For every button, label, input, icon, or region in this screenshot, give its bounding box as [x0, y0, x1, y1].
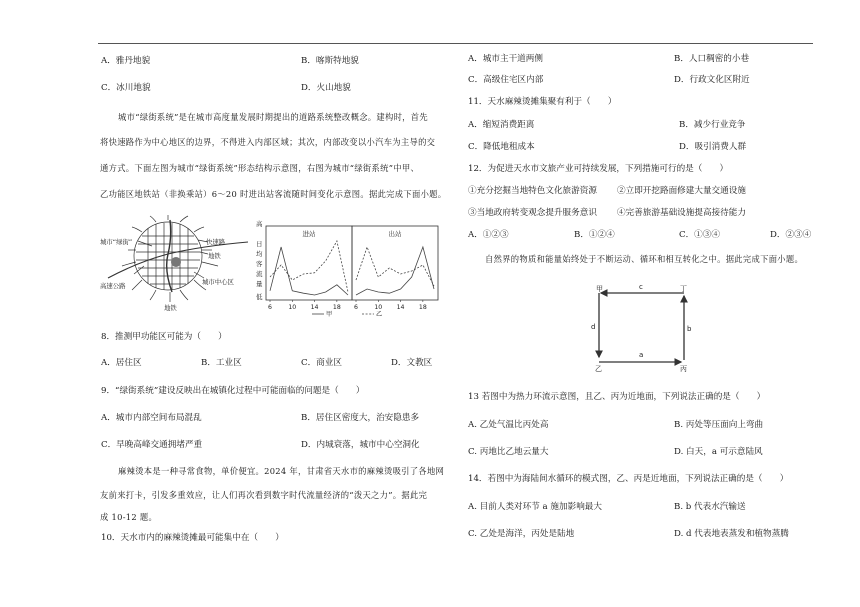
chart-x-tick-label: 6 [268, 304, 272, 311]
node-yi: 乙 [595, 365, 602, 373]
chart-ylabel-char: 日 [256, 240, 263, 248]
q11-option-a: A．缩短消费距离 [468, 120, 535, 130]
q12-item-1: ①充分挖掘当地特色文化旅游资源 [468, 186, 597, 196]
q12-option-c: C．①③④ [679, 230, 720, 240]
q11-option-d: D．吸引消费人群 [679, 142, 747, 152]
label-metro-top: 地铁 [208, 252, 221, 260]
q12-item-2: ②立即开挖路面修建大量交通设施 [617, 186, 746, 196]
q8-option-a: A．居住区 [101, 358, 142, 368]
chart-series-乙 [356, 247, 434, 286]
node-bing: 丙 [680, 365, 687, 373]
q10-option-a: A．城市主干道两侧 [468, 54, 543, 64]
q14-option-b: B. b 代表水汽输送 [674, 502, 746, 512]
node-jia: 甲 [596, 285, 603, 293]
q10-stem: 10．天水市内的麻辣烫摊最可能集中在（ ） [101, 533, 284, 543]
passage1-line: 通方式。下面左图为城市“绿街系统”形态结构示意图，右图为城市“绿街系统”中甲、 [100, 163, 420, 173]
passage1-line: 城市“绿街系统”是在城市高度量发展时期提出的道路系统整改概念。建构时，首先 [118, 112, 428, 122]
city-center-marker [171, 257, 181, 267]
chart-x-tick-label: 6 [354, 304, 358, 311]
q9-option-b: B．居住区密度大，治安隐患多 [301, 413, 420, 423]
label-c: c [639, 283, 643, 291]
q13-option-c: C. 丙地比乙地云量大 [468, 447, 549, 457]
q9-stem: 9．“绿街系统”建设反映出在城镇化过程中可能面临的问题是（ ） [101, 386, 365, 396]
q10-option-c: C．高级住宅区内部 [468, 75, 544, 85]
legend-label-yi: 乙 [376, 311, 383, 318]
q13-option-b: B. 丙处等压面向上弯曲 [674, 420, 764, 430]
chart-ylabel-char: 客 [256, 260, 263, 268]
legend-label-jia: 甲 [326, 311, 333, 318]
chart-ylabel-char: 量 [256, 280, 263, 288]
passage2-line: 友前来打卡，引发多重效应，让人们再次看到数字时代流量经济的“泼天之力”。据此完 [100, 490, 428, 500]
chart-ylabel-low: 低 [256, 293, 263, 301]
q10-option-b: B．人口稠密的小巷 [674, 54, 750, 64]
label-b: b [687, 325, 692, 333]
chart-x-tick-label: 10 [374, 304, 383, 311]
q12-item-4: ④完善旅游基础设施提高接待能力 [617, 208, 746, 218]
passage2-line: 成 10-12 题。 [100, 512, 158, 522]
q9-option-c: C．早晚高峰交通拥堵严重 [101, 440, 203, 450]
passage1-line: 将快速路作为中心地区的边界，不得进入内部区域；其次，内部改变以小汽车为主导的交 [100, 137, 436, 147]
q8-stem: 8．推测甲功能区可能为（ ） [101, 332, 227, 342]
label-expressway: 快速路 [206, 238, 226, 246]
q9-option-a: A．城市内部空间布局混乱 [101, 413, 202, 423]
chart-x-tick-label: 18 [418, 304, 427, 311]
passage3: 自然界的物质和能量始终处于不断运动、循环和相互转化之中。据此完成下面小题。 [485, 254, 804, 264]
cycle-diagram [585, 283, 695, 373]
q10-option-d: D．行政文化区附近 [674, 75, 750, 85]
q11-option-c: C．降低地租成本 [468, 142, 535, 152]
chart-ylabel-high: 高 [256, 220, 263, 228]
q7-option-a: A．雅丹地貌 [101, 56, 151, 66]
chart-ylabel-char: 均 [256, 250, 263, 258]
q12-option-a: A．①②③ [468, 230, 509, 240]
label-d: d [591, 323, 596, 331]
q12-stem: 12．为促进天水市文旅产业可持续发展，下列措施可行的是（ ） [468, 164, 729, 174]
passenger-flow-chart [266, 224, 446, 320]
q12-option-b: B．①②④ [574, 230, 615, 240]
label-greenway: 城市“绿街” [100, 238, 133, 246]
q11-stem: 11．天水麻辣烫摊集聚有利于（ ） [468, 97, 617, 107]
q12-item-3: ③当地政府转变观念提升服务意识 [468, 208, 597, 218]
q8-option-b: B．工业区 [201, 358, 242, 368]
chart-series-甲 [270, 247, 348, 295]
chart-x-tick-label: 14 [310, 304, 319, 311]
q14-option-c: C. 乙处是海洋，丙处是陆地 [468, 529, 575, 539]
passage1-line: 乙功能区地铁站（非换乘站）6～20 时进出站客流随时间变化示意图。据此完成下面小题。 [100, 189, 447, 199]
q13-stem: 13 若图中为热力环流示意图，且乙、丙为近地面，下列说法正确的是（ ） [468, 392, 766, 402]
chart-ylabel-char: 流 [256, 270, 263, 278]
q13-option-d: D. 白天，a 可示意陆风 [674, 447, 763, 457]
q9-option-d: D．内城衰落，城市中心空洞化 [301, 440, 420, 450]
header-rule [98, 43, 813, 44]
green-street-map [98, 218, 263, 318]
q13-option-a: A. 乙处气温比丙处高 [468, 420, 549, 430]
chart-x-tick-label: 10 [288, 304, 297, 311]
q14-option-a: A. 目前人类对环节 a 施加影响最大 [468, 502, 602, 512]
q8-option-c: C．商业区 [301, 358, 342, 368]
label-metro-bottom: 地铁 [164, 304, 177, 312]
label-a: a [639, 351, 644, 359]
passage2-line: 麻辣烫本是一种寻常食物，单价便宜。2024 年，甘肃省天水市的麻辣烫吸引了各地网 [118, 466, 445, 476]
label-highway: 高速公路 [100, 282, 126, 290]
q12-option-d: D．②③④ [770, 230, 812, 240]
label-city-center: 城市中心区 [202, 278, 234, 286]
q7-option-b: B．喀斯特地貌 [301, 56, 359, 66]
q14-option-d: D. d 代表地表蒸发和植物蒸腾 [674, 529, 789, 539]
chart-x-tick-label: 14 [396, 304, 405, 311]
chart-panel-title: 进站 [302, 230, 316, 238]
chart-x-tick-label: 18 [332, 304, 341, 311]
q14-stem: 14．若图中为海陆间水循环的模式图，乙、丙是近地面，下列说法正确的是（ ） [468, 474, 789, 484]
q7-option-c: C．冰川地貌 [101, 83, 151, 93]
q11-option-b: B．减少行业竞争 [679, 120, 746, 130]
q8-option-d: D．文教区 [391, 358, 433, 368]
q7-option-d: D．火山地貌 [301, 83, 351, 93]
node-ding: 丁 [680, 285, 687, 293]
chart-panel-title: 出站 [388, 230, 402, 238]
